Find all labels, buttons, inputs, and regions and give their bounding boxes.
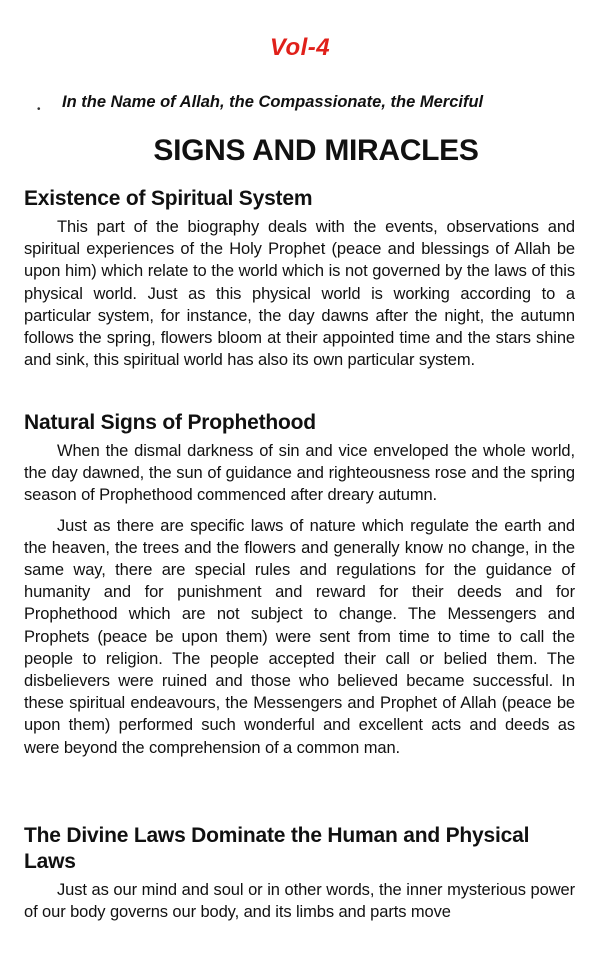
section-heading: Natural Signs of Prophethood bbox=[24, 411, 316, 434]
volume-label: Vol-4 bbox=[269, 34, 331, 61]
paragraph: Just as our mind and soul or in other words, the inner mysterious power of our body governs our body, and its limbs and parts move bbox=[24, 881, 575, 922]
section-heading: The Divine Laws Dominate the Human and Physical Laws bbox=[24, 824, 530, 873]
paragraph: When the dismal darkness of sin and vice enveloped the whole world, the day dawned, the sun of guidance and righteousness rose and the spring season of Prophethood commenced after dreary autumn. bbox=[24, 442, 575, 505]
paragraph: This part of the biography deals with the events, observations and spiritual experiences of the Holy Prophet (peace and blessings of Allah be upon him) which relate to the world which is not governed by the laws of this physical world. Just as this physical world is working according to a particular system, for instance, the day dawns after the night, the autumn follows the spring, flowers bloom at their appointed time and the stars shine and sink, this spiritual world has also its own particular system. bbox=[24, 218, 575, 370]
section-divine-laws bbox=[24, 823, 575, 923]
section-spiritual-system bbox=[24, 186, 575, 371]
bullet-mark: • bbox=[37, 104, 41, 115]
basmala-line: In the Name of Allah, the Compassionate, the Merciful bbox=[62, 93, 484, 111]
page-title: SIGNS AND MIRACLES bbox=[153, 134, 479, 167]
section-heading: Existence of Spiritual System bbox=[24, 187, 313, 210]
paragraph: Just as there are specific laws of nature which regulate the earth and the heaven, the trees and the flowers and generally know no change, in the same way, there are special rules and regulations for the guidance of humanity and for punishment and reward for their deeds and for Prophethood which are not subject to change. The Messengers and Prophets (peace be upon them) were sent from time to time to call the people to religion. The people accepted their call or belied them. The disbelievers were ruined and those who believed became successful. In these spiritual endeavours, the Messengers and Prophet of Allah (peace be upon them) performed such wonderful and excellent acts and deeds as were beyond the comprehension of a common man. bbox=[24, 516, 575, 757]
section-natural-signs bbox=[24, 410, 575, 759]
